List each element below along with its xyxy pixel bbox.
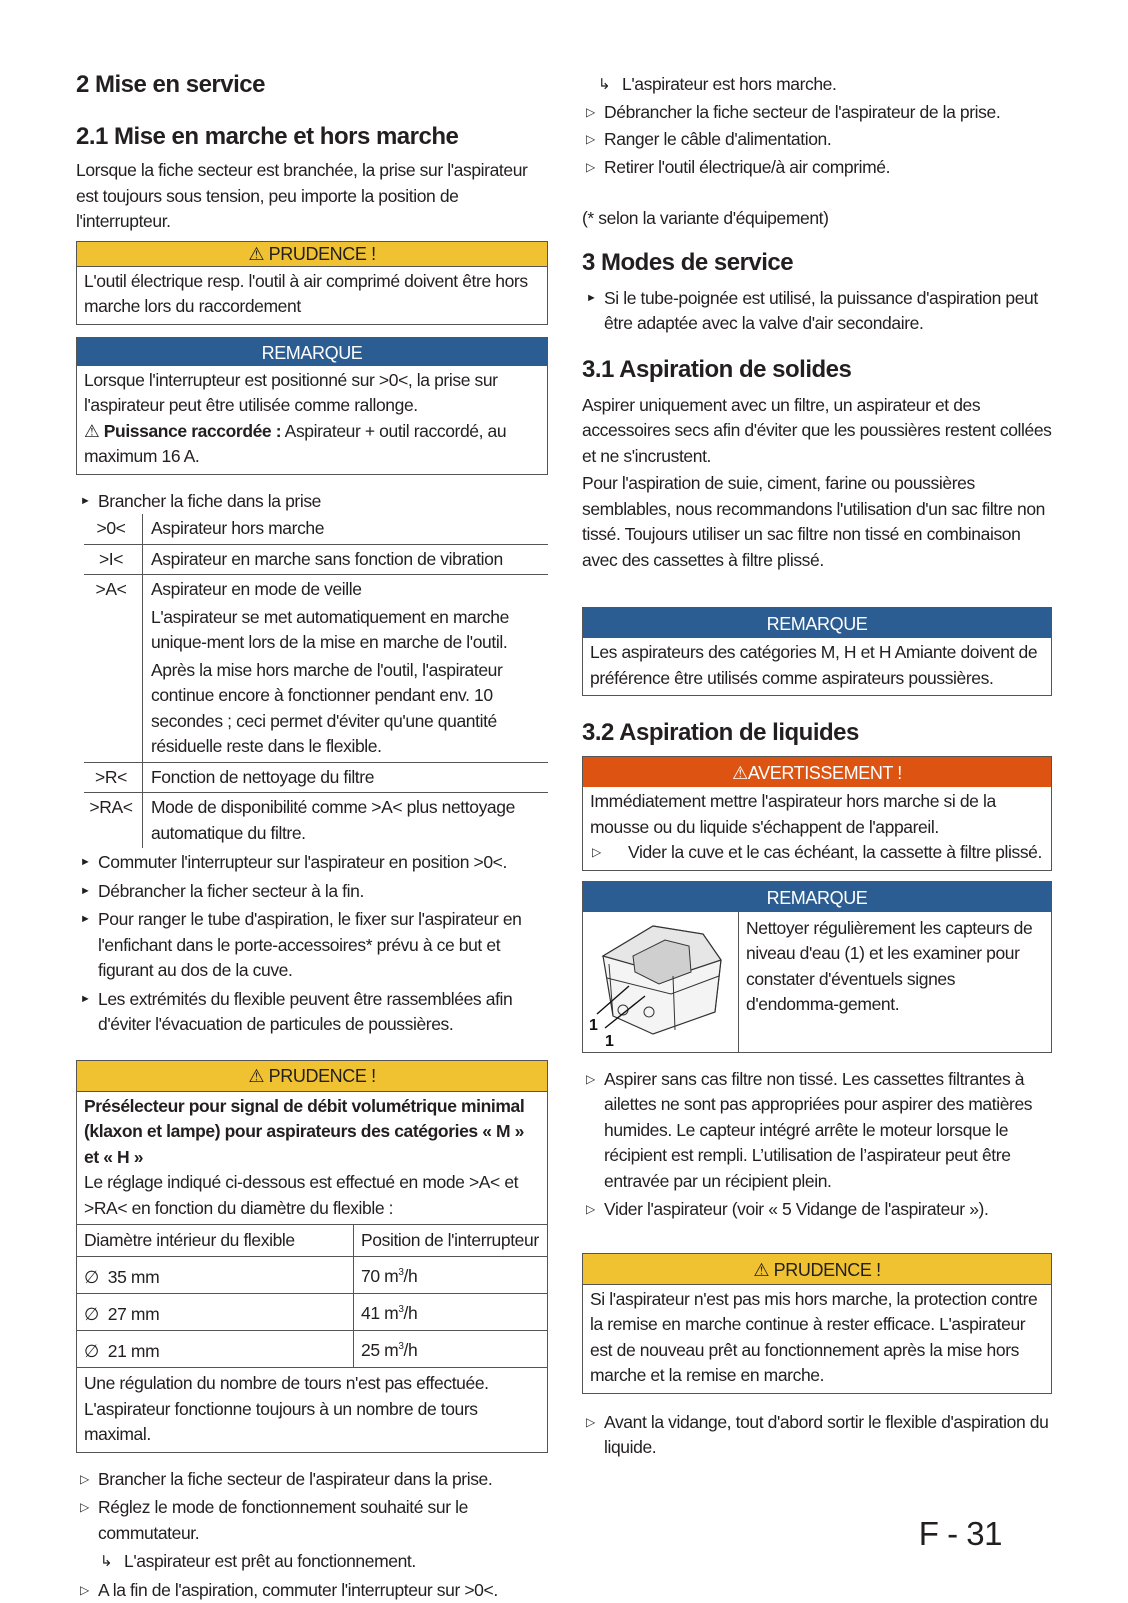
note-header: REMARQUE [583,882,1051,912]
table-row: ∅ 35 mm 70 $m^3/h$ [77,1257,547,1294]
note-box [582,881,1052,1053]
caution-text: Si l'aspirateur n'est pas mis hors marche, la protection contre la remise en marche continue à rester efficace. L'aspirateur est de nouveau prêt au fonctionnement après la mise hors marche et la remise en marche. [583,1285,1051,1393]
note-text: Lorsque l'interrupteur est positionné sur >0<, la prise sur l'aspirateur peut être utilisée comme rallonge. [84,368,540,419]
list-item: ► Les extrémités du flexible peuvent être rassemblées afin d'éviter l'évacuation de particules de poussières. [76,987,548,1038]
note-header: REMARQUE [583,608,1051,638]
table-row: ∅ 27 mm 41 $m^3/h$ [77,1294,547,1331]
list-item: ▷ Débrancher la fiche secteur de l'aspirateur de la prise. [582,100,1052,126]
table-row: >R< Fonction de nettoyage du filtre [84,762,548,793]
subsection-title: 3.1 Aspiration de solides [582,355,1052,385]
paragraph: Aspirer uniquement avec un filtre, un aspirateur et des accessoires secs afin d'éviter que les poussières restent collées et ne s'incrustent. [582,393,1052,470]
warning-header: ⚠AVERTISSEMENT ! [583,757,1051,787]
list-item: ► Débrancher la ficher secteur à la fin. [76,879,548,905]
sensor-label: 1 [605,1033,614,1050]
power-note: ⚠ Puissance raccordée : Aspirateur + outil raccordé, au maximum 16 A. [84,419,540,470]
intro-paragraph: Lorsque la fiche secteur est branchée, la prise sur l'aspirateur est toujours sous tension, peu importe la position de l'interrupteur. [76,158,548,235]
arrow-bullet-icon: ► [80,987,91,1013]
result-arrow-icon: ↳ [100,1549,112,1575]
list-item: ▷ A la fin de l'aspiration, commuter l'interrupteur sur >0<. [76,1578,548,1603]
arrow-bullet-icon: ► [80,489,91,515]
warning-body: Immédiatement mettre l'aspirateur hors marche si de la mousse ou du liquide s'échappent de l'appareil. ▷ Vider la cuve et le cas échéant, la cassette à filtre plissé. [583,787,1051,870]
note-header: REMARQUE [77,338,547,366]
note-box [76,337,548,475]
arrow-bullet-icon: ▷ [586,1410,595,1436]
vacuum-sensor-image [583,912,738,1052]
warning-triangle-icon: ⚠ [248,244,264,264]
list-item: ▷ Vider la cuve et le cas échéant, la cassette à filtre plissé. [590,840,1044,866]
table-header-row: Diamètre intérieur du flexible Position de l'interrupteur [77,1225,547,1257]
sensor-label: 1 [589,1017,598,1034]
list-item: ▷ Réglez le mode de fonctionnement souhaité sur le commutateur. [76,1495,548,1546]
note-box [582,607,1052,696]
caution-box [582,1253,1052,1394]
caution-header: ⚠ PRUDENCE ! [583,1254,1051,1285]
diameter-icon: ∅ [84,1304,99,1324]
table-row: ∅ 21 mm 25 $m^3/h$ [77,1331,547,1368]
warning-box [582,756,1052,871]
list-item: ▷ Aspirer sans cas filtre non tissé. Les cassettes filtrantes à ailettes ne sont pas appropriées pour aspirer des matières humides. Le capteur intégré arrête le moteur lorsque le récipient est rempli. L’utilisation de l’aspirateur peut être entravée par un récipient plein. [582,1067,1052,1195]
list-item: ▷ Vider l'aspirateur (voir « 5 Vidange de l'aspirateur »). [582,1197,1052,1223]
arrow-bullet-icon: ▷ [80,1578,89,1603]
vacuum-illustration [583,912,739,1052]
result-item: ↳ L'aspirateur est prêt au fonctionnement. [76,1549,548,1575]
diameter-icon: ∅ [84,1267,99,1287]
note-content [583,912,1051,1052]
page-number: F - 31 [919,1515,1002,1553]
footnote: (* selon la variante d'équipement) [582,206,1052,232]
list-item: ► Pour ranger le tube d'aspiration, le fixer sur l'aspirateur en l'enfichant dans le porte-accessoires* prévu à ce but et figurant au dos de la cuve. [76,907,548,984]
warning-triangle-icon: ⚠ [732,763,748,783]
switch-modes-table [84,514,548,848]
arrow-bullet-icon: ▷ [80,1467,89,1493]
list-item: ► Si le tube-poignée est utilisé, la puissance d'aspiration peut être adaptée avec la valve d'air secondaire. [582,286,1052,337]
subsection-title: 2.1 Mise en marche et hors marche [76,122,548,152]
arrow-bullet-icon: ▷ [586,100,595,126]
result-item: ↳ L'aspirateur est hors marche. [582,72,1052,98]
left-column [76,70,548,1603]
arrow-bullet-icon: ▷ [586,127,595,153]
warning-triangle-icon: ⚠ [248,1066,264,1086]
warning-triangle-icon: ⚠ [84,421,99,441]
arrow-bullet-icon: ► [586,286,597,312]
note-body [77,366,547,474]
arrow-bullet-icon: ▷ [592,840,601,866]
table-row: >0< Aspirateur hors marche [84,514,548,544]
table-row: >I< Aspirateur en marche sans fonction de vibration [84,544,548,575]
arrow-bullet-icon: ▷ [586,155,595,181]
arrow-bullet-icon: ▷ [586,1067,595,1093]
result-arrow-icon: ↳ [598,72,610,98]
arrow-bullet-icon: ▷ [80,1495,89,1521]
note-text: Les aspirateurs des catégories M, H et H Amiante doivent de préférence être utilisés comme aspirateurs poussières. [583,638,1051,695]
note-text: Nettoyer régulièrement les capteurs de niveau d'eau (1) et les examiner pour constater d'éventuels signes d'endomma-gement. [739,912,1051,1052]
list-item: ► Brancher la fiche dans la prise [76,489,548,515]
caution-footer: Une régulation du nombre de tours n'est pas effectuée. L'aspirateur fonctionne toujours à un nombre de tours maximal. [77,1368,547,1452]
paragraph: Pour l'aspiration de suie, ciment, farine ou poussières semblables, nous recommandons l'utilisation d'un sac filtre non tissé. Toujours utiliser un sac filtre non tissé en combinaison avec des cassettes à filtre plissé. [582,471,1052,573]
caution-box [76,241,548,325]
list-item: ▷ Avant la vidange, tout d'abord sortir le flexible d'aspiration du liquide. [582,1410,1052,1461]
flow-rate-table [77,1224,547,1368]
caution-header: ⚠ PRUDENCE ! [77,1061,547,1092]
arrow-bullet-icon: ▷ [586,1197,595,1223]
caution-text: L'outil électrique resp. l'outil à air comprimé doivent être hors marche lors du raccordement [77,267,547,324]
caution-box [76,1060,548,1453]
list-item: ▷ Ranger le câble d'alimentation. [582,127,1052,153]
section-title: 3 Modes de service [582,248,1052,278]
arrow-bullet-icon: ► [80,850,91,876]
right-column [582,72,1052,1461]
section-title: 2 Mise en service [76,70,548,100]
table-row: >A< Aspirateur en mode de veille L'aspirateur se met automatiquement en marche unique-ment lors de la mise en marche de l'outil. Après la mise hors marche de l'outil, l'aspirateur continue encore à fonctionner pendant env. 10 secondes ; ceci permet d'éviter qu'une quantité résiduelle reste dans le flexible. [84,575,548,763]
list-item: ▷ Retirer l'outil électrique/à air comprimé. [582,155,1052,181]
arrow-bullet-icon: ► [80,879,91,905]
table-row: >RA< Mode de disponibilité comme >A< plus nettoyage automatique du filtre. [84,793,548,849]
caution-body: Présélecteur pour signal de débit volumétrique minimal (klaxon et lampe) pour aspirateurs des catégories « M » et « H » Le réglage indiqué ci-dessous est effectué en mode >A< et >RA< en fonction du diamètre du flexible : [77,1092,547,1225]
list-item: ► Commuter l'interrupteur sur l'aspirateur en position >0<. [76,850,548,876]
list-item: ▷ Brancher la fiche secteur de l'aspirateur dans la prise. [76,1467,548,1493]
subsection-title: 3.2 Aspiration de liquides [582,718,1052,748]
diameter-icon: ∅ [84,1341,99,1361]
arrow-bullet-icon: ► [80,907,91,933]
caution-title: PRUDENCE ! [269,244,376,264]
warning-triangle-icon: ⚠ [753,1260,769,1280]
caution-header [77,242,547,267]
